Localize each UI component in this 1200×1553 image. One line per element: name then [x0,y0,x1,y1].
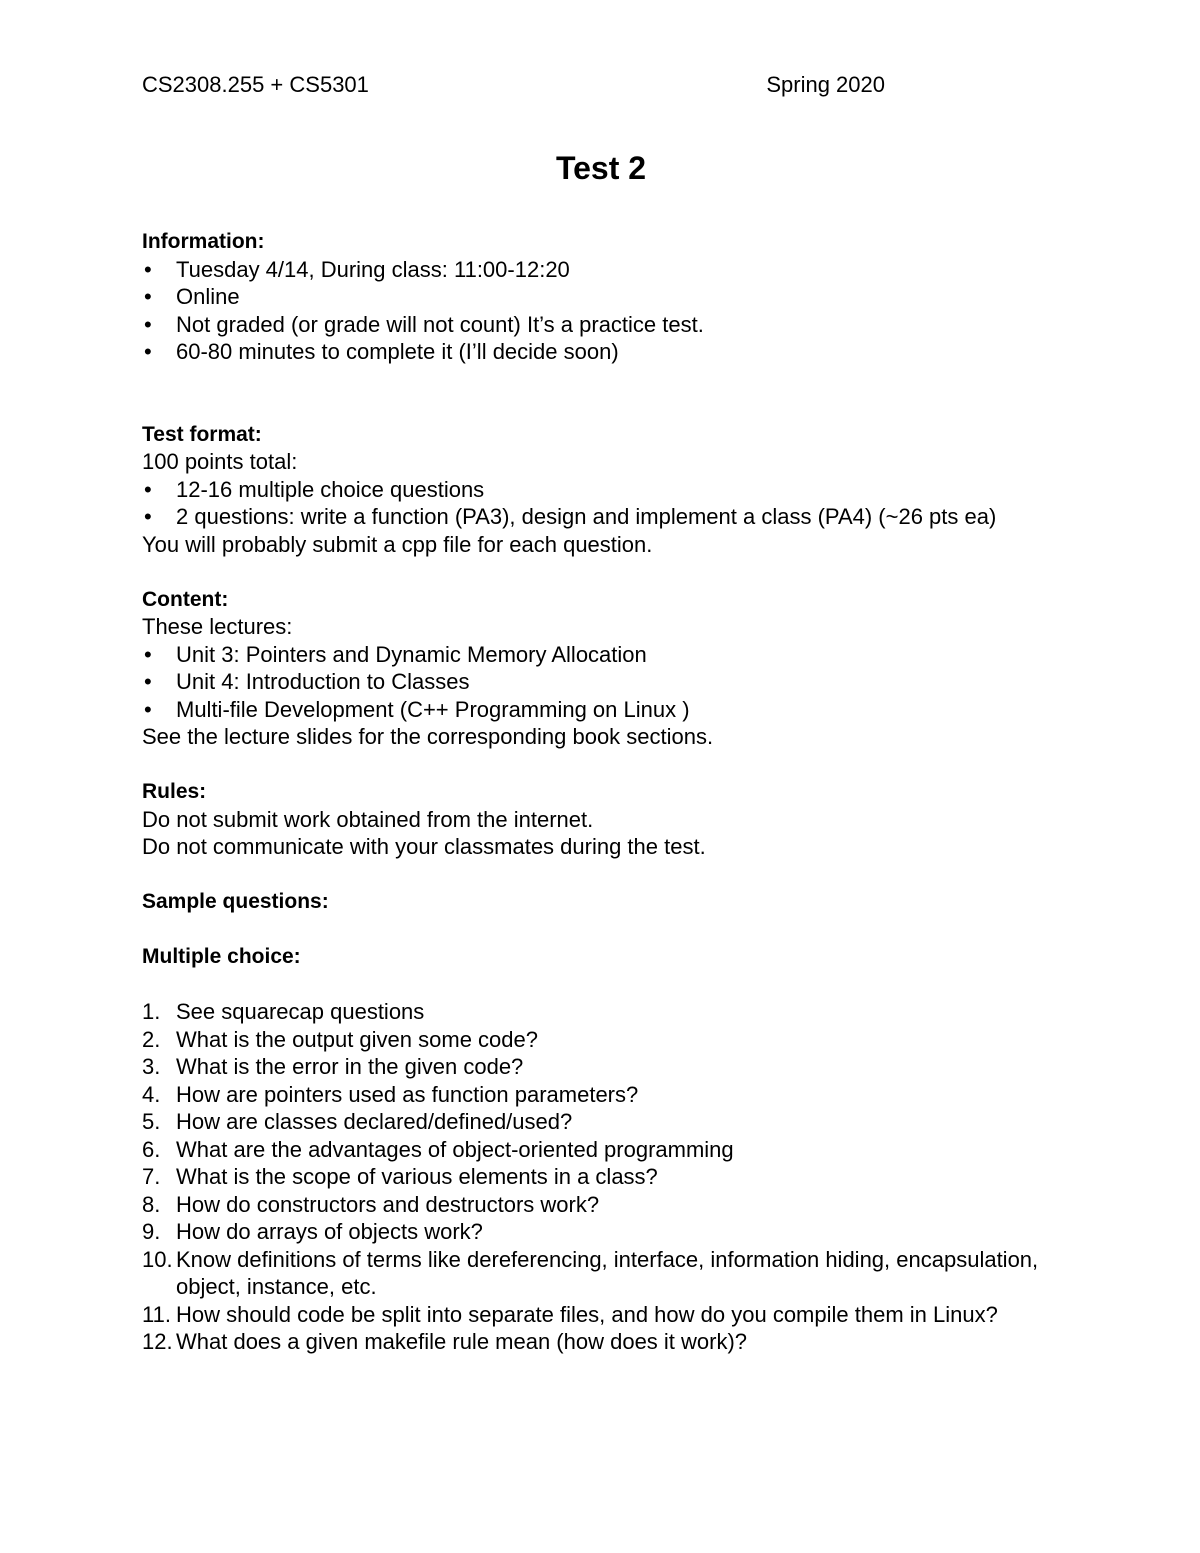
question-number: 6. [142,1136,161,1162]
test-format-outro: You will probably submit a cpp file for each question. [142,531,653,557]
list-item [142,641,1060,669]
information-list [142,256,1060,366]
list-item-text: Multi-file Development (C++ Programming on Linux ) [176,696,690,722]
list-item [142,503,1060,531]
question-text: How do arrays of objects work? [176,1219,483,1244]
page-header [142,70,1060,100]
question-number: 10. [142,1246,173,1272]
sample-questions-heading: Sample questions: [142,890,329,913]
list-item [142,696,1060,724]
test-format-section [142,421,1060,559]
term: Spring 2020 [766,72,885,97]
spacer [142,971,1060,999]
question-item [142,1108,1060,1136]
list-item-text: Online [176,284,240,309]
question-item [142,1301,1060,1329]
information-heading: Information: [142,230,265,253]
question-text: How do constructors and destructors work? [176,1191,600,1217]
bullet-icon: • [144,284,152,309]
question-text: What does a given makefile rule mean (how does it work)? [176,1329,748,1354]
question-number: 2. [142,1026,161,1052]
question-item [142,1218,1060,1246]
question-item [142,998,1060,1026]
page-title: Test 2 [555,150,647,186]
spacer [142,366,1060,421]
question-item [142,1081,1060,1109]
question-item [142,1246,1060,1301]
question-item [142,1191,1060,1219]
question-text: What are the advantages of object-oriented programming [176,1136,734,1162]
rules-section [142,778,1060,861]
multiple-choice-list [142,998,1060,1356]
list-item [142,256,1060,284]
rules-heading: Rules: [142,780,207,803]
question-text: How are classes declared/defined/used? [176,1109,573,1134]
test-format-intro: 100 points total: [142,449,298,474]
question-number: 4. [142,1081,161,1107]
spacer [142,558,1060,586]
bullet-icon: • [144,256,152,282]
question-text: Know definitions of terms like dereferencing, interface, information hiding, encapsulation, object, instance, etc. [176,1246,1039,1299]
question-number: 12. [142,1329,173,1354]
question-text: What is the error in the given code? [176,1054,524,1079]
question-number: 3. [142,1054,161,1079]
list-item-text: Unit 3: Pointers and Dynamic Memory Allocation [176,641,647,667]
content-list [142,641,1060,724]
spacer [142,916,1060,944]
spacer [142,861,1060,889]
multiple-choice-heading: Multiple choice: [142,945,301,968]
list-item-text: 60-80 minutes to complete it (I’ll decide soon) [176,339,619,364]
bullet-icon: • [144,669,152,694]
question-number: 9. [142,1219,161,1244]
list-item-text: 2 questions: write a function (PA3), design and implement a class (PA4) (~26 pts ea) [176,504,997,529]
question-item [142,1026,1060,1054]
list-item [142,311,1060,339]
rule-line: Do not communicate with your classmates during the test. [142,834,706,859]
list-item-text: Tuesday 4/14, During class: 11:00-12:20 [176,256,570,282]
multiple-choice-section [142,943,1060,1356]
bullet-icon: • [144,311,152,337]
course-code: CS2308.255 + CS5301 [142,72,369,97]
list-item [142,283,1060,311]
question-text: What is the output given some code? [176,1026,538,1052]
question-text: How are pointers used as function parameters? [176,1081,639,1107]
bullet-icon: • [144,339,152,364]
list-item [142,338,1060,366]
question-item [142,1328,1060,1356]
question-text: What is the scope of various elements in a class? [176,1164,658,1189]
question-text: See squarecap questions [176,999,425,1024]
content-section [142,586,1060,751]
content-heading: Content: [142,587,229,611]
bullet-icon: • [144,696,152,722]
question-item [142,1053,1060,1081]
content-intro: These lectures: [142,614,293,639]
question-item [142,1136,1060,1164]
question-number: 8. [142,1191,161,1217]
test-format-heading: Test format: [142,422,262,446]
list-item [142,476,1060,504]
test-format-list [142,476,1060,531]
spacer [142,751,1060,779]
bullet-icon: • [144,504,152,529]
list-item-text: Unit 4: Introduction to Classes [176,669,470,694]
bullet-icon: • [144,641,152,667]
question-number: 7. [142,1164,161,1189]
content-outro: See the lecture slides for the corresponding book sections. [142,724,714,749]
question-number: 1. [142,999,161,1024]
list-item-text: 12-16 multiple choice questions [176,476,485,502]
list-item-text: Not graded (or grade will not count) It’s a practice test. [176,311,704,337]
list-item [142,668,1060,696]
information-section [142,228,1060,366]
question-number: 11. [142,1301,171,1327]
question-text: How should code be split into separate files, and how do you compile them in Linux? [176,1301,998,1327]
question-number: 5. [142,1109,161,1134]
rule-line: Do not submit work obtained from the internet. [142,806,594,832]
question-item [142,1163,1060,1191]
bullet-icon: • [144,476,152,502]
